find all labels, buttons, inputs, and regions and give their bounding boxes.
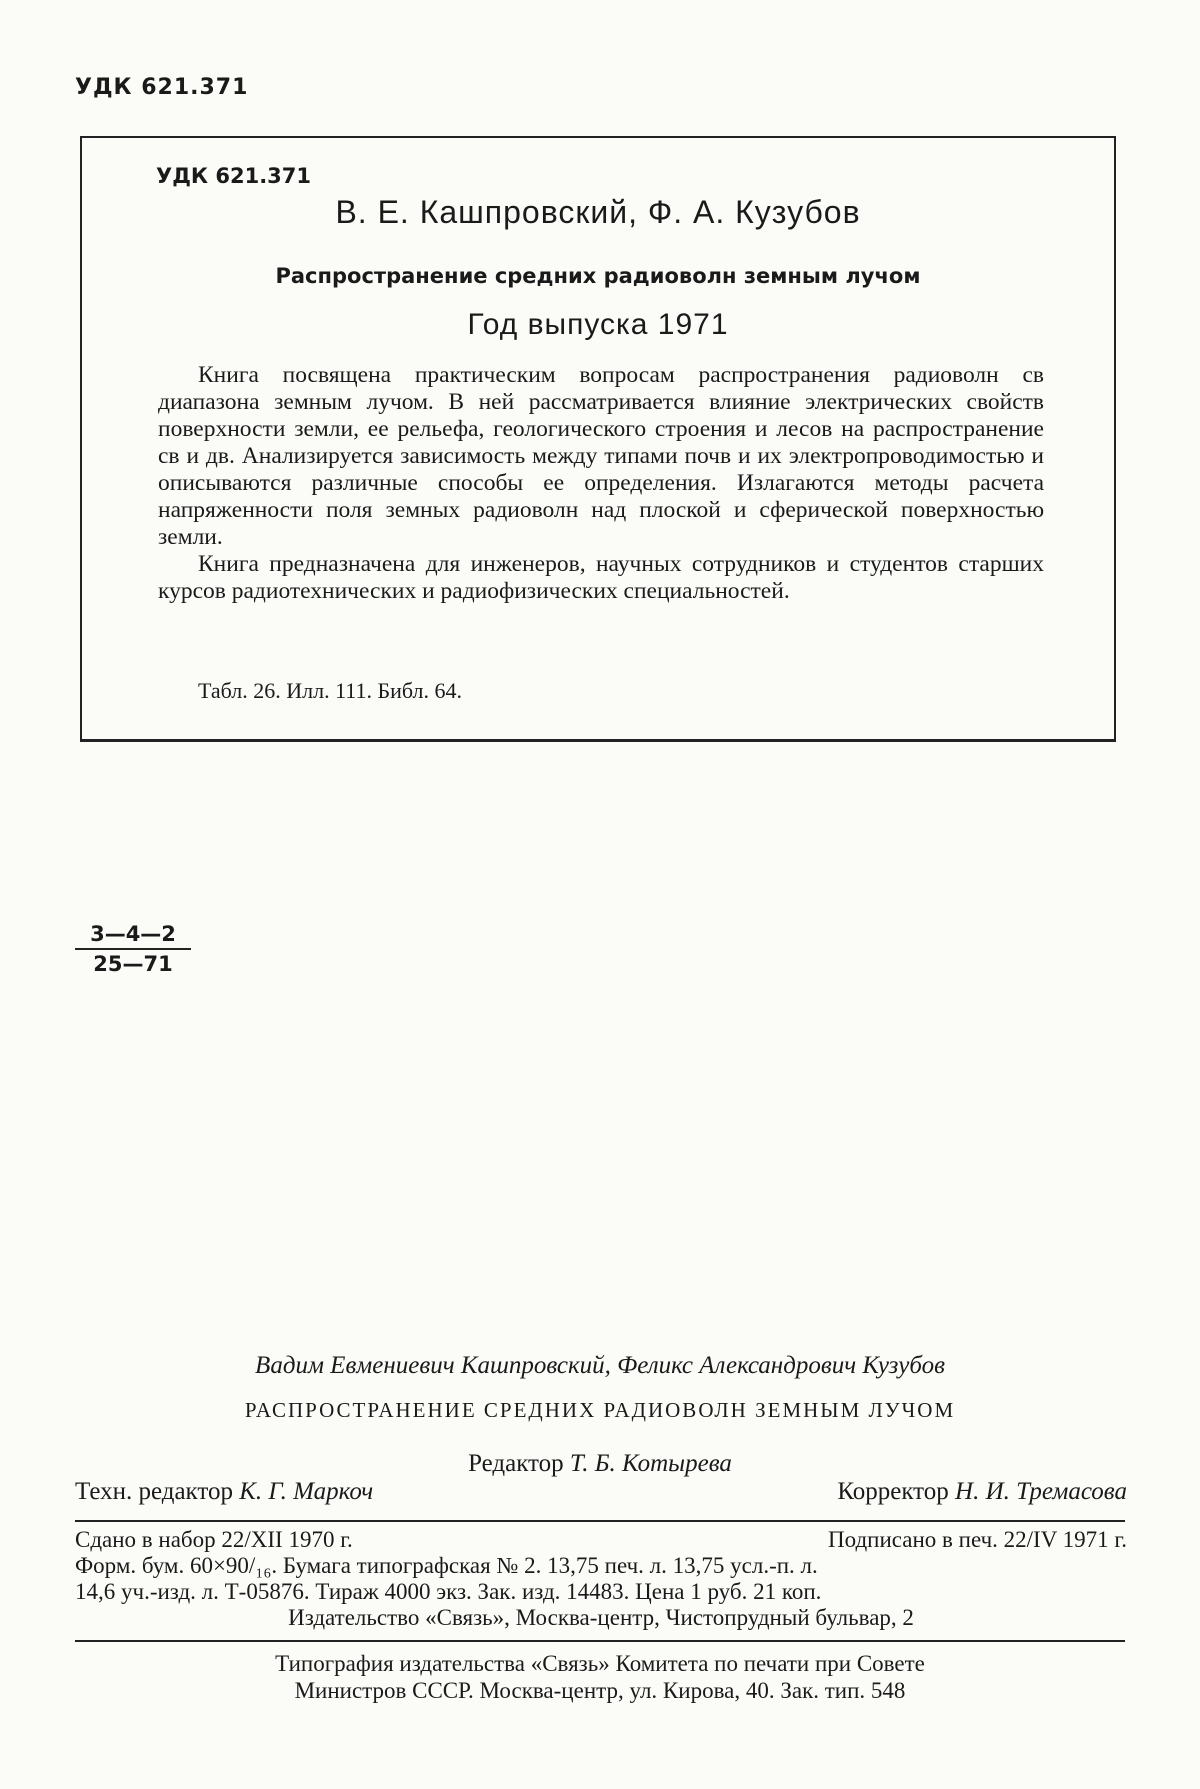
- printer-line: Типография издательства «Связь» Комитета по печати при Совете: [0, 1650, 1200, 1677]
- card-stats: Табл. 26. Илл. 111. Библ. 64.: [198, 678, 462, 704]
- classification-bottom: 25—71: [75, 950, 191, 976]
- colophon-title: РАСПРОСТРАНЕНИЕ СРЕДНИХ РАДИОВОЛН ЗЕМНЫМ ЛУЧОМ: [0, 1398, 1200, 1423]
- imprint-signed: Подписано в печ. 22/IV 1971 г.: [828, 1527, 1127, 1553]
- abstract-paragraph: Книга предназначена для инженеров, научных сотрудников и студентов старших курсов радиотехнических и радиофизических специальностей.: [158, 551, 1044, 605]
- card-udk: УДК 621.371: [156, 164, 311, 188]
- author-full-names: Вадим Евмениевич Кашпровский, Феликс Александрович Кузубов: [0, 1352, 1200, 1380]
- annotation-card: [80, 136, 1116, 742]
- tech-editor-label: Техн. редактор: [75, 1478, 233, 1505]
- udk-header: УДК 621.371: [75, 75, 248, 100]
- imprint-block: [75, 1527, 1127, 1631]
- editor-label: Редактор: [468, 1450, 564, 1477]
- editor-line: [0, 1450, 1200, 1478]
- classification-top: 3—4—2: [75, 922, 191, 950]
- corrector-label: Корректор: [837, 1478, 948, 1505]
- card-authors: В. Е. Кашпровский, Ф. А. Кузубов: [82, 194, 1114, 231]
- imprint-format: Форм. бум. 60×90/₁₆. Бумага типографская № 2. 13,75 печ. л. 13,75 усл.-п. л.: [75, 1553, 1127, 1579]
- tech-editor-line: [75, 1478, 373, 1506]
- printer-line: Министров СССР. Москва-центр, ул. Кирова, 40. Зак. тип. 548: [0, 1677, 1200, 1704]
- tech-editor-name: К. Г. Маркоч: [239, 1478, 373, 1505]
- imprint-sent: Сдано в набор 22/XII 1970 г.: [75, 1527, 353, 1553]
- card-abstract: [158, 362, 1044, 605]
- imprint-dates: [75, 1527, 1127, 1553]
- divider: [75, 1640, 1125, 1642]
- divider: [75, 1520, 1125, 1522]
- imprint-volume: 14,6 уч.-изд. л. Т-05876. Тираж 4000 экз. Зак. изд. 14483. Цена 1 руб. 21 коп.: [75, 1579, 1127, 1605]
- printer-info: [0, 1650, 1200, 1704]
- card-year: Год выпуска 1971: [82, 308, 1114, 342]
- editor-name: Т. Б. Котырева: [570, 1450, 732, 1477]
- imprint-publisher: Издательство «Связь», Москва-центр, Чистопрудный бульвар, 2: [75, 1605, 1127, 1631]
- card-title: Распространение средних радиоволн земным лучом: [82, 264, 1114, 288]
- abstract-paragraph: Книга посвящена практическим вопросам распространения радиоволн св диапазона земным лучом. В ней рассматривается влияние электрических свойств поверхности земли, ее рельефа, геологического строения и лесов на распространение св и дв. Анализируется зависимость между типами почв и их электропроводимостью и описываются различные способы ее определения. Излагаются методы расчета напряженности поля земных радиоволн над плоской и сферической поверхностью земли.: [158, 362, 1044, 551]
- corrector-name: Н. И. Тремасова: [955, 1478, 1127, 1505]
- classification-index: [75, 922, 191, 976]
- corrector-line: [837, 1478, 1127, 1506]
